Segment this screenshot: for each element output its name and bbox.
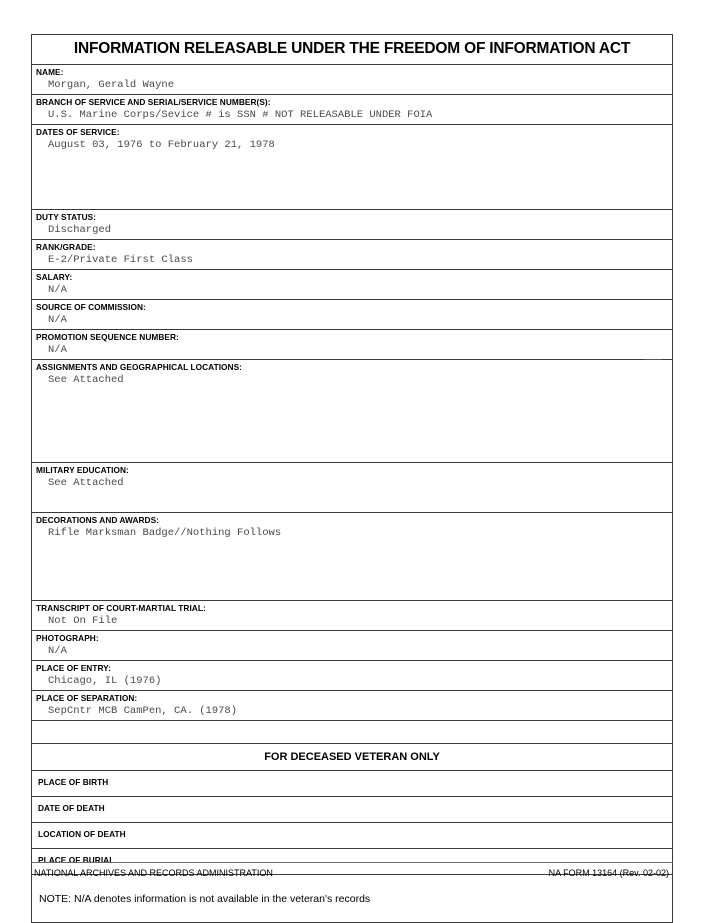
field-label: PLACE OF BIRTH: [38, 777, 109, 787]
field-label: DUTY STATUS:: [36, 212, 97, 222]
field-source-of-commission: [32, 300, 672, 330]
field-value: Discharged: [48, 224, 112, 236]
field-value: N/A: [48, 284, 67, 296]
field-place-of-separation: [32, 691, 672, 721]
page-footer: [31, 862, 673, 878]
field-label: DECORATIONS AND AWARDS:: [36, 515, 159, 525]
field-value: SepCntr MCB CamPen, CA. (1978): [48, 705, 238, 717]
field-label: DATE OF DEATH: [38, 803, 105, 813]
field-promotion-sequence-number: [32, 330, 672, 360]
field-duty-status: [32, 210, 672, 240]
field-label: DATES OF SERVICE:: [36, 127, 120, 137]
field-place-of-birth: [32, 771, 672, 797]
field-date-of-death: [32, 797, 672, 823]
footer-agency: NATIONAL ARCHIVES AND RECORDS ADMINISTRATION: [34, 868, 273, 878]
field-name: [32, 65, 672, 95]
field-value: Chicago, IL (1976): [48, 675, 162, 687]
note-row: [32, 875, 672, 922]
field-label: PROMOTION SEQUENCE NUMBER:: [36, 332, 179, 342]
field-label: SOURCE OF COMMISSION:: [36, 302, 146, 312]
field-location-of-death: [32, 823, 672, 849]
margin-tick-mark: [644, 359, 662, 360]
field-value: U.S. Marine Corps/Sevice # is SSN # NOT RELEASABLE UNDER FOIA: [48, 109, 433, 121]
field-decorations-and-awards: [32, 513, 672, 601]
field-value: N/A: [48, 645, 67, 657]
foia-form: [31, 34, 673, 923]
field-military-education: [32, 463, 672, 513]
field-photograph: [32, 631, 672, 661]
field-label: MILITARY EDUCATION:: [36, 465, 129, 475]
field-value: N/A: [48, 344, 67, 356]
field-value: August 03, 1976 to February 21, 1978: [48, 139, 275, 151]
field-branch-of-service: [32, 95, 672, 125]
field-dates-of-service: [32, 125, 672, 210]
field-assignments-and-locations: [32, 360, 672, 463]
field-value: Not On File: [48, 615, 118, 627]
field-label: TRANSCRIPT OF COURT-MARTIAL TRIAL:: [36, 603, 206, 613]
page-title: INFORMATION RELEASABLE UNDER THE FREEDOM OF INFORMATION ACT: [73, 40, 631, 57]
field-label: BRANCH OF SERVICE AND SERIAL/SERVICE NUMBER(S):: [36, 97, 271, 107]
field-rank-grade: [32, 240, 672, 270]
form-title-bar: [32, 35, 672, 65]
field-label: PHOTOGRAPH:: [36, 633, 99, 643]
section-spacer: [32, 721, 672, 744]
field-transcript-court-martial: [32, 601, 672, 631]
field-label: PLACE OF ENTRY:: [36, 663, 111, 673]
field-label: SALARY:: [36, 272, 73, 282]
field-label: NAME:: [36, 67, 64, 77]
field-place-of-entry: [32, 661, 672, 691]
field-value: N/A: [48, 314, 67, 326]
field-label: PLACE OF SEPARATION:: [36, 693, 138, 703]
field-label: PLACE OF BURIAL: [38, 855, 115, 865]
deceased-section-heading: FOR DECEASED VETERAN ONLY: [32, 744, 672, 771]
field-label: LOCATION OF DEATH: [38, 829, 126, 839]
field-value: Morgan, Gerald Wayne: [48, 79, 175, 91]
field-value: See Attached: [48, 374, 124, 386]
field-value: See Attached: [48, 477, 124, 489]
field-value: Rifle Marksman Badge//Nothing Follows: [48, 527, 282, 539]
field-value: E-2/Private First Class: [48, 254, 193, 266]
note-text: NOTE: N/A denotes information is not available in the veteran's records: [39, 892, 371, 905]
field-label: ASSIGNMENTS AND GEOGRAPHICAL LOCATIONS:: [36, 362, 242, 372]
field-label: RANK/GRADE:: [36, 242, 96, 252]
field-salary: [32, 270, 672, 300]
footer-form-number: NA FORM 13164 (Rev. 02-02): [548, 868, 669, 878]
